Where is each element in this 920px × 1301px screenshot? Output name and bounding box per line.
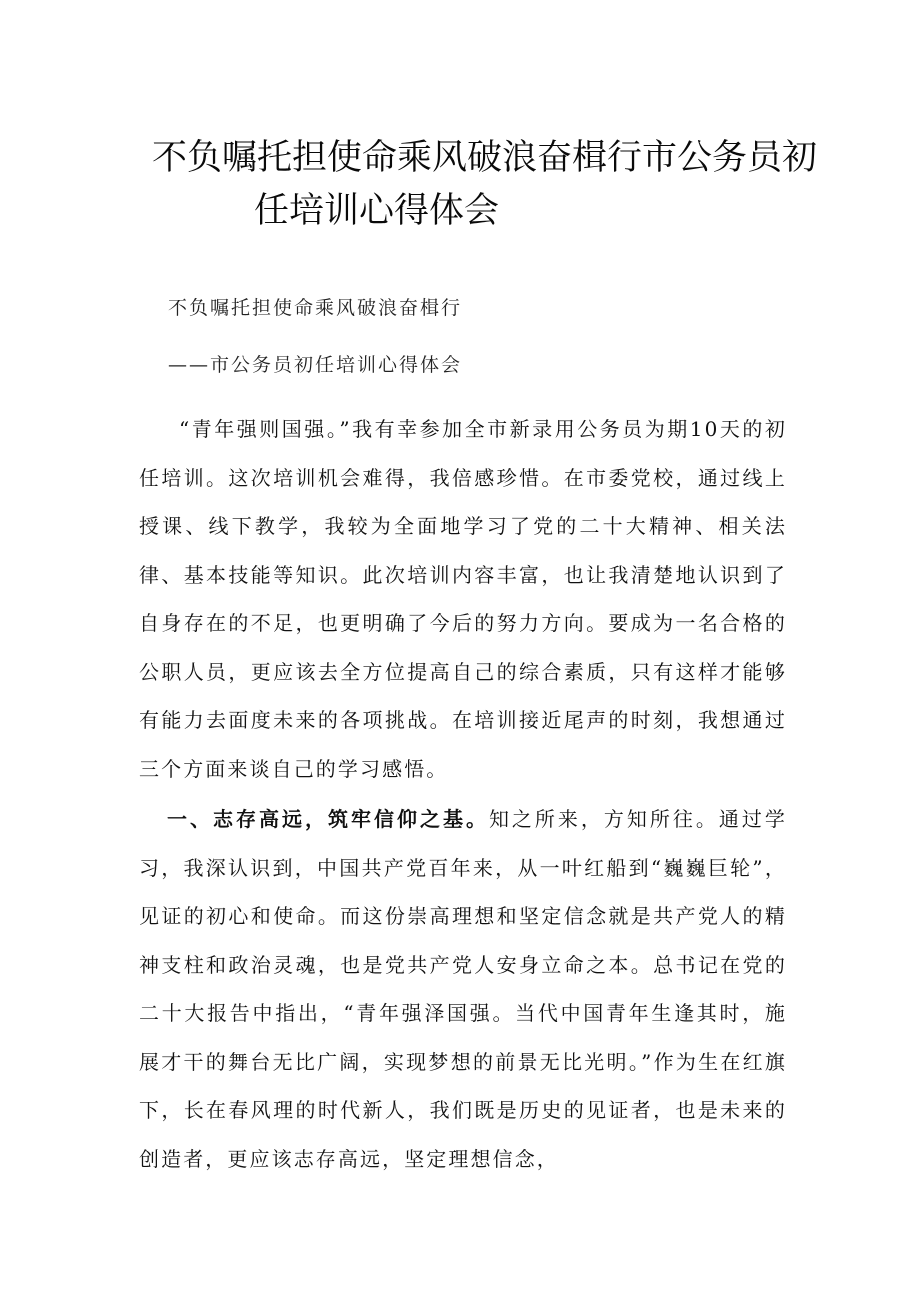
paragraph-section-1-text: 知之所来，方知所往。通过学习，我深认识到，中国共产党百年来，从一叶红船到“巍巍巨轮”，见证的初心和使命。而这份崇高理想和坚定信念就是共产党人的精神支柱和政治灵魂，也是党共产党人安身立命之本。总书记在党的二十大报告中指出，“青年强泽国强。当代中国青年生逢其时，施展才干的舞台无比广阔，实现梦想的前景无比光明。”作为生在红旗下，长在春风理的时代新人，我们既是历史的见证者，也是未来的创造者，更应该志存高远，坚定理想信念， bbox=[139, 807, 787, 1171]
document-title-line-2: 任培训心得体会 bbox=[254, 191, 500, 231]
paragraph-intro-text: “青年强则国强。”我有幸参加全市新录用公务员为期10天的初任培训。这次培训机会难得，我倍感珍惜。在市委党校，通过线上授课、线下教学，我较为全面地学习了党的二十大精神、相关法律、基本技能等知识。此次培训内容丰富，也让我清楚地认识到了自身存在的不足，也更明确了今后的努力方向。要成为一名合格的公职人员，更应该去全方位提高自己的综合素质，只有这样才能够有能力去面度未来的各项挑战。在培训接近尾声的时刻，我想通过三个方面来谈自己的学习感悟。 bbox=[139, 417, 787, 781]
section-1-heading: 一、志存高远，筑牢信仰之基。 bbox=[167, 807, 489, 831]
document-title-line-1: 不负嘱托担使命乘风破浪奋楫行市公务员初 bbox=[152, 138, 818, 178]
subtitle-line-1: 不负嘱托担使命乘风破浪奋楫行 bbox=[168, 297, 463, 319]
paragraph-section-1 bbox=[139, 795, 787, 1183]
subtitle-line-2: ——市公务员初任培训心得体会 bbox=[168, 354, 463, 376]
paragraph-intro bbox=[139, 405, 787, 793]
